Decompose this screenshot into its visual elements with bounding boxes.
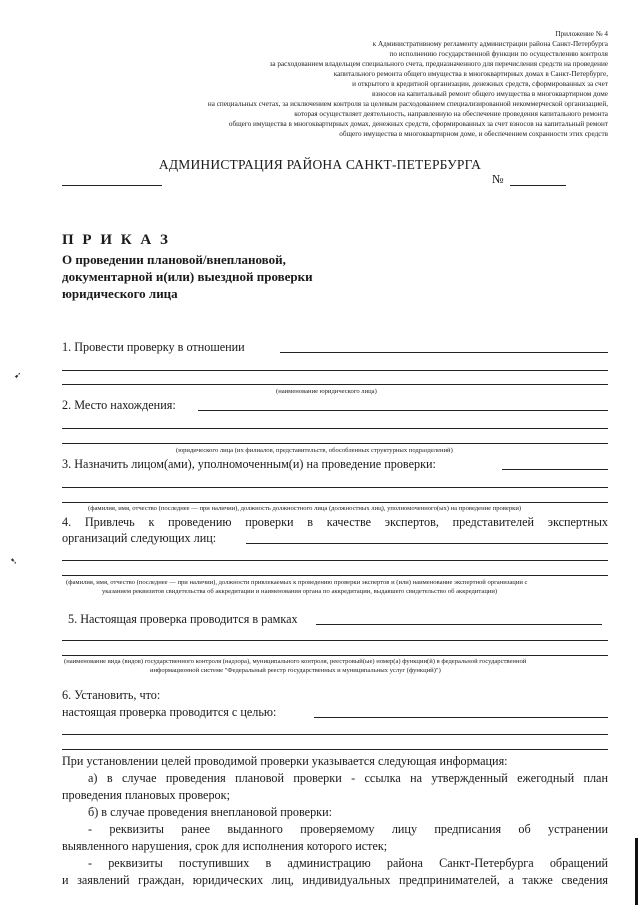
order-title: П Р И К А З xyxy=(62,232,171,248)
appendix-line: общего имущества в многоквартирном доме, и обеспечением сохранности этих средств xyxy=(339,130,608,138)
order-subject-line: юридического лица xyxy=(62,286,178,301)
appendix-line: на специальных счетах, за исключением контроля за целевым расходованием специализированной некоммерческой организацией, xyxy=(207,100,608,108)
info-b1-line2: выявленного нарушения, срок для исполнения которого истек; xyxy=(62,839,388,853)
appendix-line: Приложение № 4 xyxy=(555,30,608,38)
info-intro: При установлении целей проводимой проверки указывается следующая информация: xyxy=(62,754,508,768)
item4-caption: указанием реквизитов свидетельства об аккредитации и наименования органа по аккредитации, выдавшего свидетельство об аккредитации) xyxy=(102,588,498,595)
appendix-line: взносов на капитальный ремонт общего имущества в многоквартирном доме xyxy=(372,90,608,98)
item5-caption: информационной системе "Федеральный реестр государственных и муниципальных услуг (функций)") xyxy=(150,667,441,674)
info-b2-line2: и заявлений граждан, юридических лиц, индивидуальных предпринимателей, а также сведения xyxy=(62,873,608,887)
item3-field[interactable] xyxy=(502,469,608,470)
appendix-line: и открытого в кредитной организации, денежных средств, сформированных за счет xyxy=(352,80,608,88)
appendix-line: к Административному регламенту администрации района Санкт-Петербурга xyxy=(372,40,608,48)
item1-label: 1. Провести проверку в отношении xyxy=(62,340,245,354)
item6-sublabel: настоящая проверка проводится с целью: xyxy=(62,705,277,719)
margin-mark: ➷ xyxy=(10,556,18,566)
item6-field-line3[interactable] xyxy=(62,749,608,750)
item5-caption: (наименование вида (видов) государственного контроля (надзора), муниципального контроля, реестровый(ые) номер(а) функции(й) в федеральной государственной xyxy=(64,658,527,665)
item4-field-line2[interactable] xyxy=(62,560,608,561)
appendix-line: капитального ремонта общего имущества в многоквартирных домах в Санкт-Петербурге, xyxy=(333,70,608,78)
item6-label: 6. Установить, что: xyxy=(62,688,161,702)
item1-field[interactable] xyxy=(280,352,608,353)
item5-field-line2[interactable] xyxy=(62,640,608,641)
order-subject-line: документарной и(или) выездной проверки xyxy=(62,269,313,284)
item4-line2: организаций следующих лиц: xyxy=(62,531,217,545)
item5-field-line3[interactable] xyxy=(62,655,608,656)
item5-label: 5. Настоящая проверка проводится в рамках xyxy=(68,612,298,626)
info-a-line1: а) в случае проведения плановой проверки - ссылка на утвержденный ежегодный план xyxy=(88,771,608,785)
item6-field-line2[interactable] xyxy=(62,734,608,735)
item2-caption: (юридического лица (их филиалов, представительств, обособленных структурных подразделений) xyxy=(176,447,453,454)
appendix-line: за расходованием владельцем специального счета, предназначенного для перечисления средств на проведение xyxy=(269,60,608,68)
scan-edge xyxy=(635,838,638,905)
order-number-label: № xyxy=(492,172,504,186)
appendix-line: которая осуществляет деятельность, направленную на обеспечение проведения капитального ремонта xyxy=(294,110,608,118)
item3-caption: (фамилия, имя, отчество (последнее — при наличии), должность должностного лица (должностных лиц), уполномоченного(ых) на проведение проверки) xyxy=(88,505,522,512)
info-b2-line1: - реквизиты поступивших в администрацию района Санкт-Петербурга обращений xyxy=(88,856,608,870)
margin-mark: ➹ xyxy=(14,370,22,380)
item2-label: 2. Место нахождения: xyxy=(62,398,176,412)
info-b1-line1: - реквизиты ранее выданного проверяемому лицу предписания об устранении xyxy=(88,822,608,836)
date-line xyxy=(62,185,162,186)
item4-field[interactable] xyxy=(246,543,608,544)
appendix-line: общего имущества в многоквартирных домах, денежных средств, сформированных за счет взносов на капитальный ремонт xyxy=(228,120,608,128)
item1-field-line3[interactable] xyxy=(62,384,608,385)
item4-line1: 4. Привлечь к проведению проверки в качестве экспертов, представителей экспертных xyxy=(62,515,608,529)
item2-field-line3[interactable] xyxy=(62,443,608,444)
item2-field[interactable] xyxy=(198,410,608,411)
item1-field-line2[interactable] xyxy=(62,370,608,371)
item3-field-line3[interactable] xyxy=(62,502,608,503)
item2-field-line2[interactable] xyxy=(62,428,608,429)
item5-field[interactable] xyxy=(316,624,602,625)
item1-caption: (наименование юридического лица) xyxy=(276,388,377,395)
info-a-line2: проведения плановых проверок; xyxy=(62,788,230,802)
item6-field[interactable] xyxy=(314,717,608,718)
administration-title: АДМИНИСТРАЦИЯ РАЙОНА САНКТ-ПЕТЕРБУРГА xyxy=(158,157,482,172)
item3-field-line2[interactable] xyxy=(62,487,608,488)
appendix-line: по исполнению государственной функции по осуществлению контроля xyxy=(389,50,608,58)
item3-label: 3. Назначить лицом(ами), уполномоченным(и) на проведение проверки: xyxy=(62,457,436,471)
order-number-line xyxy=(510,185,566,186)
item4-caption: (фамилия, имя, отчество (последнее — при наличии), должности привлекаемых к проведению проверки экспертов и (или) наименование экспертной организации с xyxy=(66,579,528,586)
item4-field-line3[interactable] xyxy=(62,575,608,576)
order-subject-line: О проведении плановой/внеплановой, xyxy=(62,252,286,267)
info-b: б) в случае проведения внеплановой проверки: xyxy=(88,805,333,819)
